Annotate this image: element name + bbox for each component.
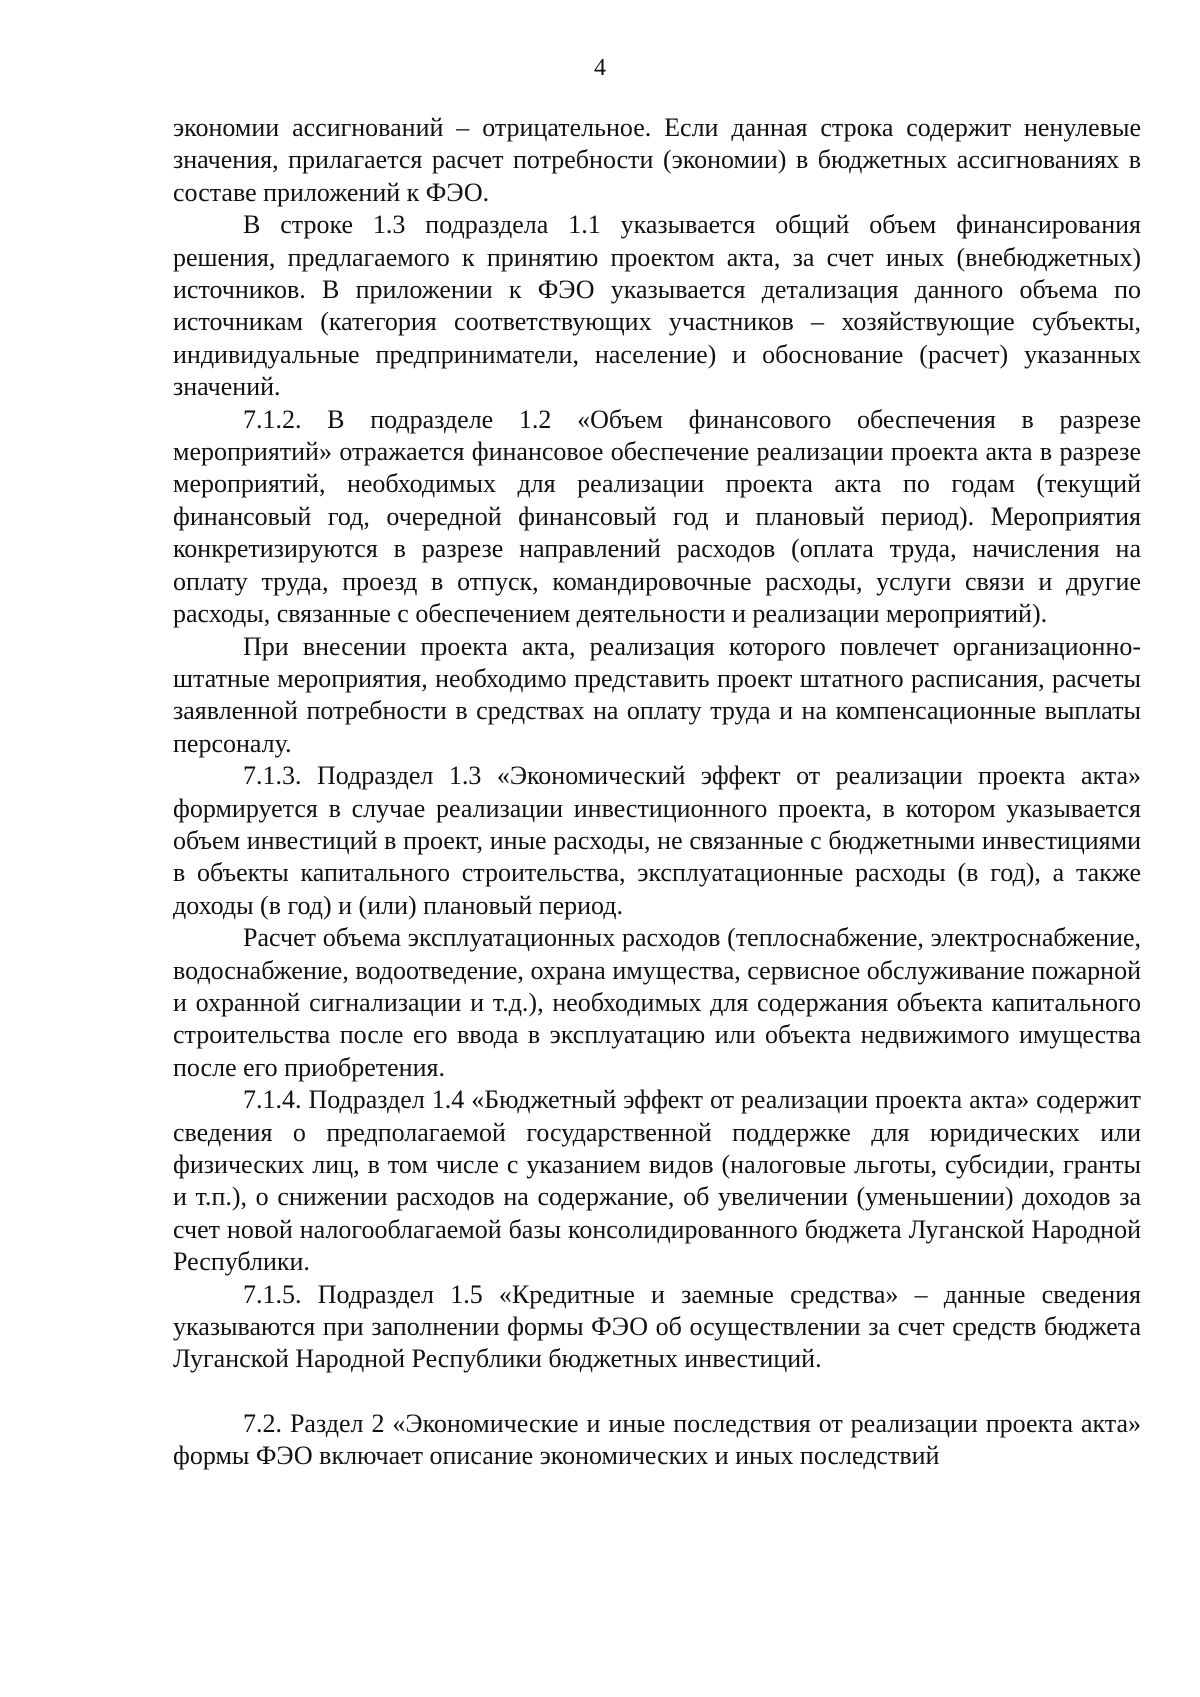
page-number: 4 bbox=[594, 55, 606, 81]
paragraph-operating-costs: Расчет объема эксплуатационных расходов (теплоснабжение, электроснабжение, водоснабжение, водоотведение, охрана имущества, сервисное обслуживание пожарной и охранной сигнализации и т.д.), необходимых для содержания объекта капитального строительства после его ввода в эксплуатацию или объекта недвижимого имущества после его приобретения. bbox=[173, 923, 1141, 1082]
paragraph-7-1-5: 7.1.5. Подраздел 1.5 «Кредитные и заемные средства» – данные сведения указываются при заполнении формы ФЭО об осуществлении за счет средств бюджета Луганской Народной Республики бюджетных инвестиций. bbox=[173, 1279, 1141, 1374]
paragraph-staffing: При внесении проекта акта, реализация которого повлечет организационно-штатные мероприятия, необходимо представить проект штатного расписания, расчеты заявленной потребности в средствах на оплату труда и на компенсационные выплаты персоналу. bbox=[173, 631, 1141, 758]
paragraph-7-2: 7.2. Раздел 2 «Экономические и иные последствия от реализации проекта акта» формы ФЭО включает описание экономических и иных последствий bbox=[173, 1408, 1141, 1471]
paragraph-7-1-2: 7.1.2. В подразделе 1.2 «Объем финансового обеспечения в разрезе мероприятий» отражается финансовое обеспечение реализации проекта акта в разрезе мероприятий, необходимых для реализации проекта акта по годам (текущий финансовый год, очередной финансовый год и плановый период). Мероприятия конкретизируются в разрезе направлений расходов (оплата труда, начисления на оплату труда, проезд в отпуск, командировочные расходы, услуги связи и другие расходы, связанные с обеспечением деятельности и реализации мероприятий). bbox=[173, 404, 1141, 629]
paragraph-continuation: экономии ассигнований – отрицательное. Если данная строка содержит ненулевые значения, прилагается расчет потребности (экономии) в бюджетных ассигнованиях в составе приложений к ФЭО. bbox=[173, 113, 1141, 207]
paragraph-7-1-4: 7.1.4. Подраздел 1.4 «Бюджетный эффект от реализации проекта акта» содержит сведения о предполагаемой государственной поддержке для юридических или физических лиц, в том числе с указанием видов (налоговые льготы, субсидии, гранты и т.п.), о снижении расходов на содержание, об увеличении (уменьшении) доходов за счет новой налогооблагаемой базы консолидированного бюджета Луганской Народной Республики. bbox=[173, 1085, 1141, 1277]
document-body bbox=[173, 112, 1141, 1473]
paragraph-line-1-3: В строке 1.3 подраздела 1.1 указывается общий объем финансирования решения, предлагаемого к принятию проектом акта, за счет иных (внебюджетных) источников. В приложении к ФЭО указывается детализация данного объема по источникам (категория соответствующих участников – хозяйствующие субъекты, индивидуальные предприниматели, население) и обоснование (расчет) указанных значений. bbox=[173, 210, 1141, 402]
paragraph-7-1-3: 7.1.3. Подраздел 1.3 «Экономический эффект от реализации проекта акта» формируется в случае реализации инвестиционного проекта, в котором указывается объем инвестиций в проект, иные расходы, не связанные с бюджетными инвестициями в объекты капитального строительства, эксплуатационные расходы (в год), а также доходы (в год) и (или) плановый период. bbox=[173, 761, 1141, 920]
